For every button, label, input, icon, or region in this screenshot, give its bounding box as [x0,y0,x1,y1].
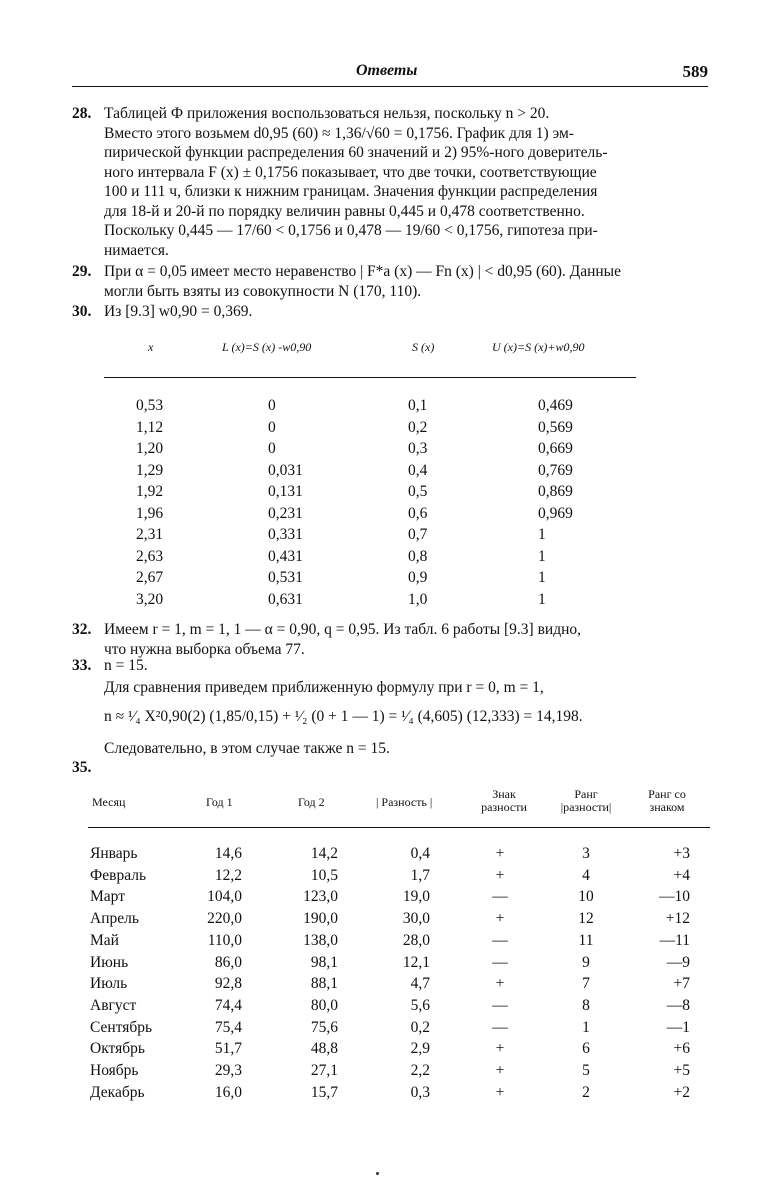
table-cell: 0,53 [136,397,164,414]
table-cell: — [492,888,508,906]
table-row [0,1084,778,1106]
table-cell: 86,0 [214,953,242,971]
table-cell: 74,4 [214,996,242,1014]
table-cell: 12,2 [214,866,242,884]
table-cell: 0,3 [410,1083,430,1101]
table-rule [88,827,710,828]
table-cell: 0,231 [268,504,303,522]
table-cell: +4 [673,866,690,884]
table-cell: 2,2 [410,1062,430,1079]
month-label: Май [90,931,119,949]
table-cell: 1,0 [408,590,428,608]
table-cell: — [492,996,508,1014]
table-cell: 0,331 [268,526,303,543]
table-cell: 6 [582,1040,590,1058]
table-cell: 0,969 [538,504,573,522]
month-label: Октябрь [90,1040,145,1058]
table-cell: 48,8 [310,1040,338,1058]
table-cell: 0,2 [408,418,428,436]
table-row [0,505,778,526]
month-label: Июнь [90,953,129,971]
table-cell: —10 [659,888,690,906]
table-cell: + [495,845,505,862]
table-cell: 80,0 [310,996,338,1014]
table-cell: 1,29 [136,461,164,479]
table-cell: + [495,910,505,928]
table-cell: + [495,1083,505,1101]
answer-text-line: Имеем r = 1, m = 1, 1 — α = 0,90, q = 0,95. Из табл. 6 работы [9.3] видно, [104,621,582,638]
table-cell: 0,4 [410,845,430,862]
table-row [0,1040,778,1062]
table-cell: 190,0 [303,910,338,928]
table-cell: 8 [582,996,590,1014]
table-header-s: S (x) [412,340,435,354]
table-header-sign: Знак разности [481,787,527,814]
table-row [0,548,778,569]
month-label: Декабрь [90,1083,145,1101]
table-cell: 0,1 [408,397,428,414]
table-cell: +12 [665,910,690,928]
answer-text-line: Следовательно, в этом случае также n = 15. [104,739,390,757]
month-label: Март [90,888,125,906]
table-cell: 0,469 [538,397,573,414]
table-header-year2: Год 2 [298,795,325,809]
answer-text-line: для 18-й и 20-й по порядку величин равны 0,445 и 0,478 соответственно. [104,202,585,220]
table-header-upper-bound: U (x)=S (x)+w0,90 [492,340,585,354]
table-cell: 51,7 [214,1040,242,1058]
table-header-x: x [148,340,154,354]
answer-33 [72,656,708,758]
table-row [0,932,778,954]
table-cell: 2,67 [136,569,164,586]
answer-text-line: Из [9.3] w0,90 = 0,369. [104,303,253,320]
table-cell: 1,20 [136,440,164,457]
table-row [0,845,778,867]
table-row [0,462,778,483]
table-cell: 1,92 [136,483,164,500]
table-cell: 1 [538,590,546,608]
answer-text-line: При α = 0,05 имеет место неравенство | F*a (x) — Fn (x) | < d0,95 (60). Данные [104,263,621,280]
answer-text-line: пирической функции распределения 60 значений и 2) 95%-ного доверитель- [104,144,608,161]
table-row [0,483,778,504]
table-cell: 29,3 [214,1062,242,1079]
table-cell: 12 [578,910,594,928]
table-cell: 4 [582,866,590,884]
table-cell: 0 [268,397,276,414]
table-cell: 28,0 [402,931,430,949]
table-cell: 12,1 [402,953,430,971]
table-row [0,440,778,461]
answer-32 [72,620,708,659]
table-cell: +7 [673,975,690,993]
table-cell: 3 [582,845,590,862]
answer-number: 28. [72,105,92,122]
table-cell: 92,8 [214,975,242,993]
table-cell: 19,0 [402,888,430,906]
table-cell: 110,0 [207,931,242,949]
table-cell: 0 [268,440,276,457]
table-cell: 2,9 [410,1040,430,1058]
stray-mark [376,1172,379,1175]
month-label: Сентябрь [90,1018,153,1036]
table-row [0,975,778,997]
table-cell: — [492,953,508,971]
table-cell: 75,4 [214,1018,242,1036]
table-cell: 5,6 [410,996,430,1014]
table-cell: 0,2 [410,1018,430,1036]
table-row [0,526,778,547]
table-row [0,1019,778,1041]
answer-number: 32. [72,621,92,638]
table-cell: 2,31 [136,526,164,543]
table-row [0,1062,778,1084]
table-cell: 75,6 [310,1018,338,1036]
table-cell: 98,1 [310,953,338,971]
header-rule [72,86,708,87]
table-row [0,591,778,612]
table-cell: + [495,866,505,884]
table-cell: 104,0 [207,888,242,906]
table-cell: 0,131 [268,483,303,500]
table-cell: —1 [666,1018,690,1036]
table-cell: 138,0 [303,931,338,949]
answer-text-line: могли быть взяты из совокупности N (170, 110). [104,282,422,300]
month-label: Январь [90,845,138,862]
table-cell: 2 [582,1083,590,1101]
table-cell: 0,6 [408,504,428,522]
answer-text-line: 100 и 111 ч, близки к нижним границам. Значения функции распределения [104,183,598,200]
table-cell: —9 [666,953,690,971]
table-cell: 1 [582,1018,590,1036]
answer-35 [72,758,708,778]
table-row [0,954,778,976]
table-cell: 0,8 [408,547,428,565]
table-cell: 0 [268,418,276,436]
table-cell: + [495,1040,505,1058]
answer-text-line: нимается. [104,241,169,259]
table-cell: 0,869 [538,483,573,500]
table-header-signed-rank: Ранг со знаком [648,787,686,814]
table-row [0,910,778,932]
table-cell: + [495,975,505,993]
table-cell: 14,6 [214,845,242,862]
running-head: Ответы [356,62,418,79]
answer-30 [72,302,708,322]
table-cell: +5 [673,1062,690,1079]
table-cell: 1,96 [136,504,164,522]
table-cell: 0,669 [538,440,573,457]
table-header-rank: Ранг |разности| [560,787,612,814]
table-cell: 1,12 [136,418,164,436]
table-row [0,997,778,1019]
table-cell: — [492,1018,508,1036]
month-label: Июль [90,975,128,993]
table-cell: 0,5 [408,483,428,500]
table-cell: 2,63 [136,547,164,565]
table-header-lower-bound: L (x)=S (x) -w0,90 [222,340,312,354]
table-cell: 27,1 [310,1062,338,1079]
table-cell: 0,031 [268,461,303,479]
answer-text-line: Поскольку 0,445 — 17/60 < 0,1756 и 0,478 — 19/60 < 0,1756, гипотеза при- [104,222,598,239]
table-rule [104,377,636,378]
table-cell: 0,7 [408,526,428,543]
month-label: Август [90,996,137,1014]
table-header-year1: Год 1 [206,795,233,809]
table-cell: 30,0 [402,910,430,928]
answer-text-line: ного интервала F (x) ± 0,1756 показывает, что две точки, соответствующие [104,163,597,181]
month-label: Февраль [90,866,147,884]
answer-number: 35. [72,759,92,776]
table-cell: 5 [582,1062,590,1079]
table-cell: 1 [538,569,546,586]
answer-text-line: n = 15. [104,657,148,674]
answer-28 [72,104,708,260]
answer-number: 30. [72,303,92,320]
table-cell: 123,0 [303,888,338,906]
table-cell: 1 [538,547,546,565]
table-cell: 0,569 [538,418,573,436]
table-row [0,867,778,889]
table-cell: 9 [582,953,590,971]
table-header-difference: | Разность | [376,795,433,809]
table-row [0,569,778,590]
table-cell: 3,20 [136,590,164,608]
table-row [0,888,778,910]
table-cell: 1,7 [410,866,430,884]
table-cell: 10 [578,888,594,906]
table-cell: 0,3 [408,440,428,457]
answer-29 [72,262,708,301]
month-label: Ноябрь [90,1062,139,1079]
table-cell: 14,2 [310,845,338,862]
table-cell: —11 [659,931,690,949]
table-cell: 0,4 [408,461,428,479]
table-cell: 7 [582,975,590,993]
table-cell: 15,7 [310,1083,338,1101]
table-cell: +2 [673,1083,690,1101]
table-cell: +3 [673,845,690,862]
table-cell: 16,0 [214,1083,242,1101]
answer-text-line: что нужна выборка объема 77. [104,640,305,658]
table-cell: 220,0 [207,910,242,928]
table-cell: — [492,931,508,949]
answer-number: 33. [72,657,92,674]
table-cell: 11 [578,931,594,949]
table-header-month: Месяц [92,795,126,809]
table-cell: 0,9 [408,569,428,586]
table-cell: 88,1 [310,975,338,993]
table-cell: 1 [538,526,546,543]
answer-number: 29. [72,263,92,280]
table-cell: + [495,1062,505,1079]
month-label: Апрель [90,910,139,928]
table-cell: 4,7 [410,975,430,993]
table-cell: +6 [673,1040,690,1058]
table-cell: —8 [666,996,690,1014]
page-number: 589 [682,62,708,81]
table-cell: 0,431 [268,547,303,565]
table-cell: 0,631 [268,590,303,608]
table-row [0,397,778,418]
answer-text-line: Для сравнения приведем приближенную формулу при r = 0, m = 1, [104,678,544,696]
answer-text-line: Таблицей Ф приложения воспользоваться нельзя, поскольку n > 20. [104,105,550,122]
answer-text-line: Вместо этого возьмем d0,95 (60) ≈ 1,36/√60 = 0,1756. График для 1) эм- [104,124,574,142]
table-cell: 0,531 [268,569,303,586]
table-cell: 10,5 [310,866,338,884]
formula-line: n ≈ ¹⁄₄ X²0,90(2) (1,85/0,15) + ¹⁄₂ (0 + 1 — 1) = ¹⁄₄ (4,605) (12,333) = 14,198. [104,708,583,725]
table-cell: 0,769 [538,461,573,479]
table-row [0,419,778,440]
